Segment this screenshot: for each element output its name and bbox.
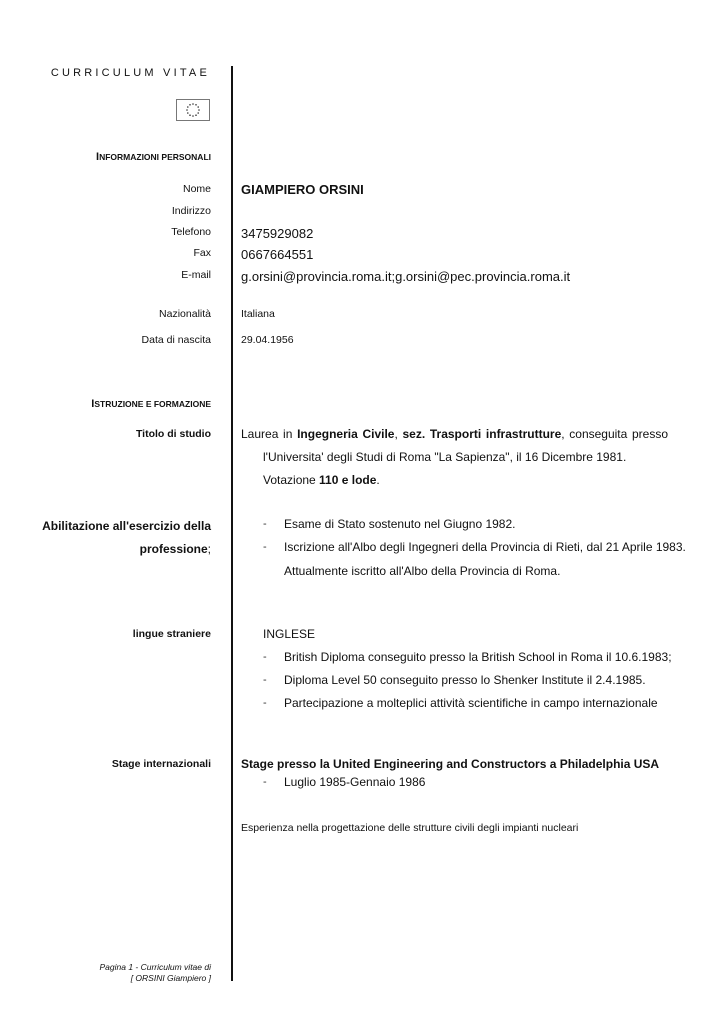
language-item-3: Partecipazione a molteplici attività scientifiche in campo internazionale xyxy=(284,696,658,710)
bullet-icon: - xyxy=(263,651,267,663)
vertical-divider xyxy=(231,66,233,981)
language-name: INGLESE xyxy=(263,627,316,641)
fax-label: Fax xyxy=(193,247,211,259)
nationality-label: Nazionalità xyxy=(159,308,211,320)
email-label: E-mail xyxy=(181,269,211,281)
language-item-1: British Diploma conseguito presso la British School in Roma il 10.6.1983; xyxy=(284,650,672,664)
birth-value: 29.04.1956 xyxy=(241,334,294,346)
stage-title: Stage presso la United Engineering and Constructors a Philadelphia USA xyxy=(241,757,660,771)
address-label: Indirizzo xyxy=(171,205,211,217)
language-item-2: Diploma Level 50 conseguito presso lo Shenker Institute il 2.4.1985. xyxy=(284,673,646,687)
stage-experience: Esperienza nella progettazione delle strutture civili degli impianti nucleari xyxy=(241,822,579,834)
cv-title: CURRICULUM VITAE xyxy=(50,67,210,79)
footer-line-2: [ ORSINI Giampiero ] xyxy=(130,973,211,983)
stage-item-1: Luglio 1985-Gennaio 1986 xyxy=(284,775,426,789)
section-education: ISTRUZIONE E FORMAZIONE xyxy=(91,398,211,410)
languages-label: lingue straniere xyxy=(132,628,211,640)
page-footer xyxy=(100,962,212,984)
license-continuation: Attualmente iscritto all'Albo della Provincia di Roma. xyxy=(284,564,561,578)
bullet-icon: - xyxy=(263,674,267,686)
phone-value: 3475929082 xyxy=(241,226,314,241)
degree-label: Titolo di studio xyxy=(135,428,211,440)
email-value: g.orsini@provincia.roma.it;g.orsini@pec.provincia.roma.it xyxy=(241,269,571,284)
stage-label: Stage internazionali xyxy=(111,758,211,770)
eu-flag-icon xyxy=(176,99,210,121)
license-item-1: Esame di Stato sostenuto nel Giugno 1982. xyxy=(284,517,516,531)
section-personal-info: INFORMAZIONI PERSONALI xyxy=(96,151,211,163)
license-label: Abilitazione all'esercizio della professione; xyxy=(42,519,211,556)
degree-line-3: Votazione 110 e lode. xyxy=(263,473,380,487)
name-value: GIAMPIERO ORSINI xyxy=(241,182,364,197)
bullet-icon: - xyxy=(263,541,267,553)
phone-label: Telefono xyxy=(171,226,211,238)
degree-line-2: l'Universita' degli Studi di Roma "La Sapienza", il 16 Dicembre 1981. xyxy=(263,450,627,464)
birth-label: Data di nascita xyxy=(141,334,211,346)
bullet-icon: - xyxy=(263,518,267,530)
bullet-icon: - xyxy=(263,697,267,709)
name-label: Nome xyxy=(182,183,211,195)
license-item-2: Iscrizione all'Albo degli Ingegneri della Provincia di Rieti, dal 21 Aprile 1983. xyxy=(284,540,686,554)
fax-value: 0667664551 xyxy=(241,247,314,262)
footer-line-1: Pagina 1 - Curriculum vitae di xyxy=(99,962,211,972)
bullet-icon: - xyxy=(263,776,267,788)
degree-line-1: Laurea in Ingegneria Civile, sez. Trasporti infrastrutture, conseguita presso xyxy=(241,427,669,441)
nationality-value: Italiana xyxy=(241,308,275,320)
